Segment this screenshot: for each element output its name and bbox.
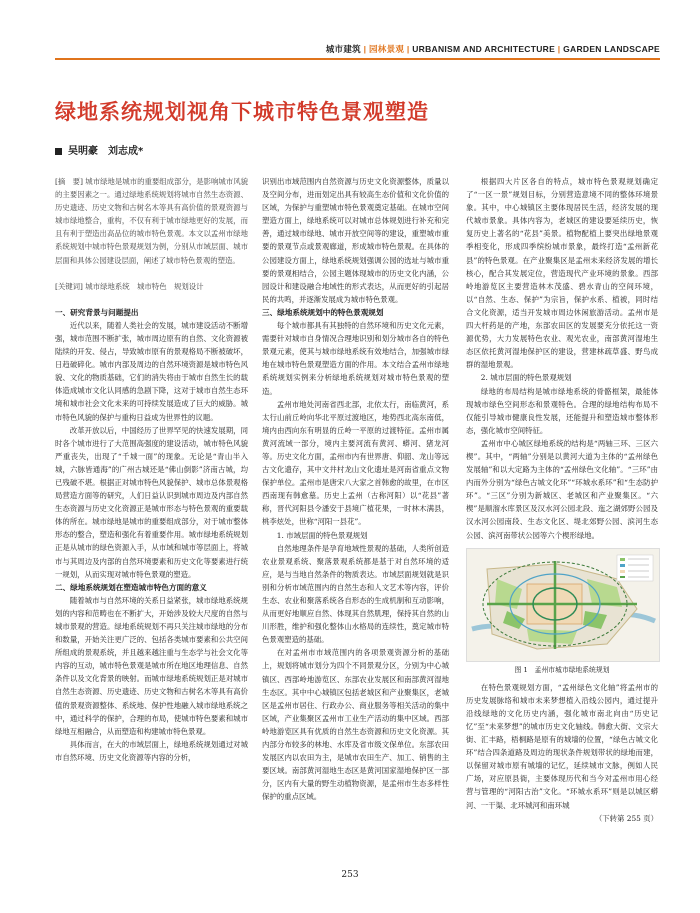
page-number: 253 — [341, 870, 359, 880]
column-3 — [466, 175, 658, 825]
paragraph: 绿地的布局结构是城市绿地系统的骨骼框架，最能体现城市绿色空间形态和景观特色。合理的绿地结构布局不仅能引导城市健康良性发展，还能提升和塑造城市整体形态，强化城市空间特征。 — [466, 386, 658, 435]
header-text: 城市建筑 | 园林景观 | URBANISM AND ARCHITECTURE | GARDEN LANDSCAPE — [325, 44, 660, 54]
paragraph: 在对孟州市市域范围内的各项景观资源分析的基础上，规划将城市划分为四个不同景观分区，分别为中心城镇区、西部岭地游览区、东部农业发展区和南部黄河湿地生态区。其中中心城镇区包括老城区和产业聚集区，老城区是孟州市居住、行政办公、商业服务等相关活动的集中区域，产业集聚区孟州市工业生产活动的集中区域。西部岭地游览区具有优质的自然生态资源和历史文化资源。其内部分布较多的林地、水库及省市级文保单位。东部农田发展区内以农田为主，是城市农田生产、加工、销售的主要区域。南部黄河湿地生态区是黄河国家湿地保护区一部分，区内有大量的野生动植物资源，是孟州市生态多样性保护的重点区域。 — [262, 648, 449, 802]
column-2 — [262, 175, 449, 804]
paragraph: 在特色景观规划方面，“孟州绿色文化轴”将孟州市的历史发展脉络和城市未来梦想植入沿线公园内，通过提升沿线绿地的文化历史内涵，强化城市南北向由“历史记忆”至“未来梦想”的城市历史文化轴线。韩愈大街、文宗大街、汇丰路，梧桐路是原有的城墙的位置，“绿色古城文化环”结合四条道路及周边的现状条件规划带状的绿地而建，以保留对城市原有城墙的记忆，延续城市文脉，例如人民广场，对应原县衙，主要体现历代和当今对孟州市用心经营与管理的“河阳古治”文化。“环城水系环”则是以城区蟒河、一干渠、北环城河和南环城 — [466, 682, 658, 810]
subsection-heading: 2. 城市层面的特色景观规划 — [480, 373, 572, 383]
header-rule — [55, 58, 660, 60]
paragraph: 孟州市中心城区绿地系统的结构是“两轴三环、三区六楔”。其中，“两轴”分别是以黄河大道为主体的“孟州绿色发展轴”和以大定路为主体的“孟州绿色文化轴”。“三环”由内而外分别为“绿色古城文化环”“环城水系环”和“生态防护环”。“三区”分别为新城区、老城区和产业聚集区。“六楔”是顺溜水库景区及汉水河公园北段、迤之湖郊野公园及汉水河公园南段、生态文化区、堤北郊野公园、滨河生态公园、滨河南带状公园等六个楔形绿地。 — [466, 438, 658, 540]
section-heading: 一、研究背景与问题提出 — [55, 307, 139, 317]
keywords: [关键词] 城市绿地系统 城市特色 规划设计 — [55, 281, 204, 291]
map-illustration — [467, 549, 659, 661]
figure-caption: 图 1 孟州市城市绿地系统规划 — [514, 665, 610, 674]
section-heading: 三、绿地系统规划中的特色景观规划 — [262, 307, 384, 317]
paragraph: 改革开放以后，中国经历了世界罕见的快速发展期，同时各个城市进行了大范围高强度的建设活动，城市特色风貌严重丧失，出现了“千城一面”的现象。无论是“青山半入城，六脉皆通海”的广州古城还是“佛山倒影”济南古城，均已残破不堪。根据正对城市特色风貌保护、城市总体景观格局营造方面等的研究，人们日益认识到城市周边及内部自然生态资源与历史文化资源正是城市形态与特色景观的重要载体的所在。城市绿地是城市的重要组成部分，对于城市整体形态的整合，塑造和强化有着重要作用。城市绿地系统规划正是从城市的绿色资源入手，从市域和城市等层面上，将城市与其周边及内部的自然环境要素和历史文化等要素进行统一规划，从而实现对城市特色景观的塑造。 — [55, 425, 248, 579]
authors: 吴明豪 刘志成* — [55, 142, 143, 157]
paragraph: 每个城市都具有其独特的自然环境和历史文化元素，需要针对城市自身情况合理地识别和划分城市各自的特色景观元素，使其与城市绿地系统有效地结合，加强城市绿地在城市特色景观塑造方面的作用。本文结合孟州市绿地系统规划实例来分析绿地系统规划对城市特色景观的塑造。 — [262, 321, 449, 396]
paragraph: 随着城市与自然环境的关系日益紧张，城市绿地系统规划的内容和范畴也在不断扩大，开始涉及较大尺度的自然与城市景观的营造。绿地系统规划不再只关注城市绿地的分布和数量，开始关注更广泛的、包括各类城市要素和公共空间所组成的景观系统，并且越来越注重与生态学与社会文化等内容的互动，城市特色景观是城市所在地区地理信息、自然条件以及文化背景的映射。而城市绿地系统规划正是对城市自然生态资源、历史遗迹、历史文物和古树名木等具有高价值的景观资源整体、系统地、保护性地融入城市绿地系统之中，通过科学的保护，合理的布局，使城市特色要素和城市绿地互相融合，从而塑造和构建城市特色景观。 — [55, 595, 248, 736]
paragraph: 具体而言，在大的市域层面上，绿地系统规划通过对城市自然环境、历史文化资源等内容的分析， — [55, 739, 248, 762]
article-title: 绿地系统规划视角下城市特色景观塑造 — [55, 100, 429, 124]
paragraph: 孟州市地处河南省西北部，北依太行，南临黄河，系太行山前丘岭向华北平原过渡地区，地势西北高东南低，境内由西向东有明显的丘岭一平原的过渡特征。孟州市属黄河流域一部分，境内主要河流有黄河、蟒河、猪龙河等。历史文化方面，孟州市内有世界唐、仰韶、龙山等远古文化遗存，其中文井村龙山文化遗址是河南省重点文物保护单位。孟州市是唐宋八大家之首韩愈的故里，在市区西南现有韩愈墓。历史上孟州（古称河阳）以“花县”著称，晋代河阳县令潘安于县境广植花果，一时林木满县，桃李炫处，世称“河阳一县花”。 — [262, 399, 449, 527]
figure-green-space-map — [466, 548, 660, 662]
section-heading: 二、绿地系统规划在塑造城市特色方面的意义 — [55, 582, 207, 592]
author-marker-icon — [55, 148, 62, 155]
paragraph: 自然地理条件是孕育地域性景观的基础，人类所创造农业景观系统、聚落景观系统都是基于对自然环境的适应，是与当地自然条件的物质表达。市域层面规划就是识别和分析市域范围内的自然生态和人文艺术等内容，评价生态、农业和聚落系统各自形态的生成机制和互动影响，从而更好地顺应自然、体现其自然肌理，保持其自然的山川形胜，维护和强化整体山水格局的连续性，奠定城市特色景观塑造的基础。 — [262, 543, 449, 645]
column-1 — [55, 175, 248, 764]
paragraph: 根据四大片区各自的特点，城市特色景观规划确定了“一区一景”规划目标，分别营造意境不同的整体环境景象。其中，中心城镇区主要体现居民生活，经济发展的现代城市景象。具体内容为，老城区的建设要延续历史，恢复历史上著名的“花县”美景。植物配植上要突出绿地景观季相变化，形成四季缤纷城市景象，最终打造“孟州新花县”的特色景观。在产业聚集区是孟州未来经济发展的增长核心，配合其发展定位，营造现代产业环境的景象。西部岭地游览区主要营造林木茂盛、碧水青山的空间环境，以“自然、生态、保护”为宗旨，保护水系、植被，同时结合文化资源，适当开发城市周边休闲旅游活动。孟州市是四大杆药是的产地，东部农田区的发展要充分依托这一资源优势，大力发展特色农业、观光农业，南部黄河湿地生态区依托黄河湿地保护区的建设，营建林疏草盛、野鸟成群的湿地景观。 — [466, 177, 658, 370]
running-header — [0, 40, 700, 60]
paragraph: 识别出市域范围内自然资源与历史文化资源整体，质量以及空间分布，进而划定出具有较高生态价值和文化价值的区域，为保护与重塑城市特色景观奠定基础。在城市空间塑造方面上，绿地系统可以对城市总体规划进行补充和完善，通过城市绿地、城市开放空间等的建设，重塑城市重要的景观节点或景观廊道，形成城市特色景观。在具体的公园建设方面上，绿地系统规划强调公园的选址与城市重要的景观相结合，公园主题体现城市的历史文化内涵，公园设计和建设融合地域性的形式表达，从而更好的引起居民的共鸣，并逐渐发展成为城市特色景观。 — [262, 177, 449, 304]
abstract: [摘 要] 城市绿地是城市的重要组成部分，是影响城市风貌的主要因素之一。通过绿地系统规划将城市自然生态资源、历史遗迹、历史文物和古树名木等具有高价值的景观资源与城市绿地整合，重构，不仅有利于城市绿地更好的发展，而且有利于塑造出高品位的城市特色景观。本文以孟州市绿地系统规划中城市特色景观规划为例，分别从市域层面、城市层面和具体公园建设层面，阐述了城市特色景观的塑造。 — [55, 177, 248, 265]
subsection-heading: 1. 市域层面的特色景观规划 — [276, 530, 368, 540]
continued-note: （下转第 255 页） — [594, 813, 658, 823]
paragraph: 近代以来，随着人类社会的发展，城市建设活动不断增强，城市范围不断扩张，城市周边原有的自然、文化资源被陆续的开发、侵占，导致城市原有的景观格局不断被破坏，日趋破碎化。城市内部及周边的自然环境资源是城市特色风貌、文化的物质基础，它们的消失将由于城市自然生长的载体造成城市文化认同感的急剧下降，这对于城市自然生态环境和城市社会文化未来的可持续发展造成了巨大的威胁。城市特色风貌的保护与重构日益成为世界性的议题。 — [55, 320, 248, 422]
